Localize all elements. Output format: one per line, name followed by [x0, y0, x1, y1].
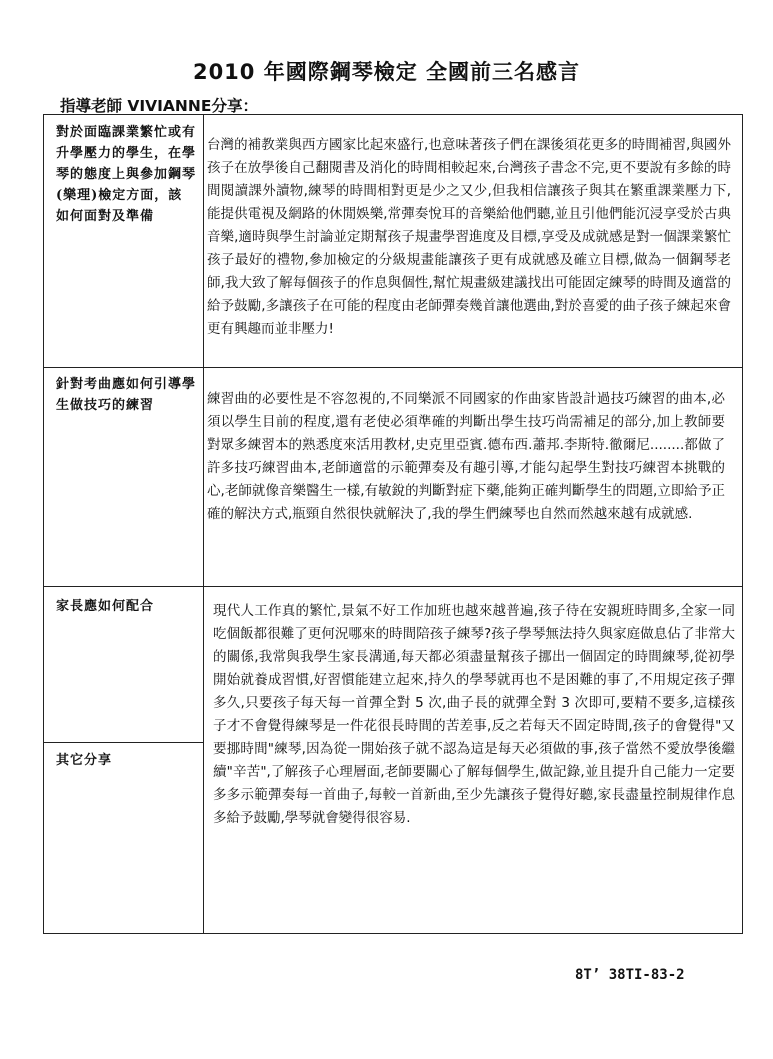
question-cell-1: 對於面臨課業繁忙或有升學壓力的學生，在學琴的態度上與參加鋼琴(樂理)檢定方面，該如何面對及準備 [56, 125, 197, 224]
document-title: 2010 年國際鋼琴檢定 全國前三名感言 [192, 60, 581, 84]
answer-cell-1: 台灣的補教業與西方國家比起來盛行,也意味著孩子們在課後須花更多的時間補習,與國外孩子在放學後自己翻閱書及消化的時間相較起來,台灣孩子書念不完,更不要說有多餘的時間閱讀課外讀物,練琴的時間相對更是少之又少,但我相信讓孩子與其在繁重課業壓力下,能提供電視及網路的休閒娛樂,常彈奏悅耳的音樂給他們聽,並且引他們能沉浸享受於古典音樂,適時與學生討論並定期幫孩子規畫學習進度及目標,享受及成就感是對一個課業繁忙孩子最好的禮物,參加檢定的分級規畫能讓孩子更有成就感及確立目標,做為一個鋼琴老師,我大致了解每個孩子的作息與個性,幫忙規畫級建議找出可能固定練琴的時間及適當的給予鼓勵,多讓孩子在可能的程度由老師彈奏幾首讓他選曲,對於喜愛的曲子孩子練起來會更有興趣而並非壓力! [207, 137, 731, 337]
answer-cell-3: 現代人工作真的繁忙,景氣不好工作加班也越來越普遍,孩子待在安親班時間多,全家一同吃個飯都很難了更何況哪來的時間陪孩子練琴?孩子學琴無法持久與家庭做息佔了非常大的關係,我常與我學生家長溝通,每天都必須盡量幫孩子挪出一個固定的時間練琴,從初學開始就養成習慣,好習慣能建立起來,持久的學琴就再也不是困難的事了,不用規定孩子彈多久,只要孩子每天每一首彈全對 5 次,曲子長的就彈全對 3 次即可,要精不要多,這樣孩子才不會覺得練琴是一件花很長時間的苦差事,反之若每天不固定時間,孩子的會覺得"又要挪時間"練琴,因為從一開始孩子就不認為這是每天必須做的事,孩子當然不愛放學後繼續"辛苦",了解孩子心理層面,老師要關心了解每個學生,做記錄,並且提升自己能力一定要多多示範彈奏每一首曲子,每較一首新曲,至少先讓孩子覺得好聽,家長盡量控制規律作息多給予鼓勵,學琴就會變得很容易. [213, 603, 735, 826]
row-divider [43, 742, 204, 743]
answer-cell-2: 練習曲的必要性是不容忽視的,不同樂派不同國家的作曲家皆設計過技巧練習的曲本,必須以學生目前的程度,還有老使必須準確的判斷出學生技巧尚需補足的部分,加上教師要對眾多練習本的熟悉度來活用教材,史克里亞賓.德布西.蕭邦.李斯特.徹爾尼........都做了許多技巧練習曲本,老師適當的示範彈奏及有趣引導,才能勾起學生對技巧練習本挑戰的心,老師就像音樂醫生一樣,有敏銳的判斷對症下藥,能夠正確判斷學生的問題,立即給予正確的解決方式,瓶頸自然很快就解決了,我的學生們練琴也自然而然越來越有成就感. [207, 391, 725, 522]
question-cell-4: 其它分享 [56, 753, 113, 768]
row-divider [43, 367, 743, 368]
row-divider [43, 586, 743, 587]
teacher-label: 指導老師 VIVIANNE分享： [60, 97, 258, 115]
question-cell-2: 針對考曲應如何引導學生做技巧的練習 [56, 377, 197, 413]
document-code: 8T’ 38TI-83-2 [575, 967, 685, 983]
column-divider [203, 114, 204, 934]
question-cell-3: 家長應如何配合 [56, 599, 155, 614]
